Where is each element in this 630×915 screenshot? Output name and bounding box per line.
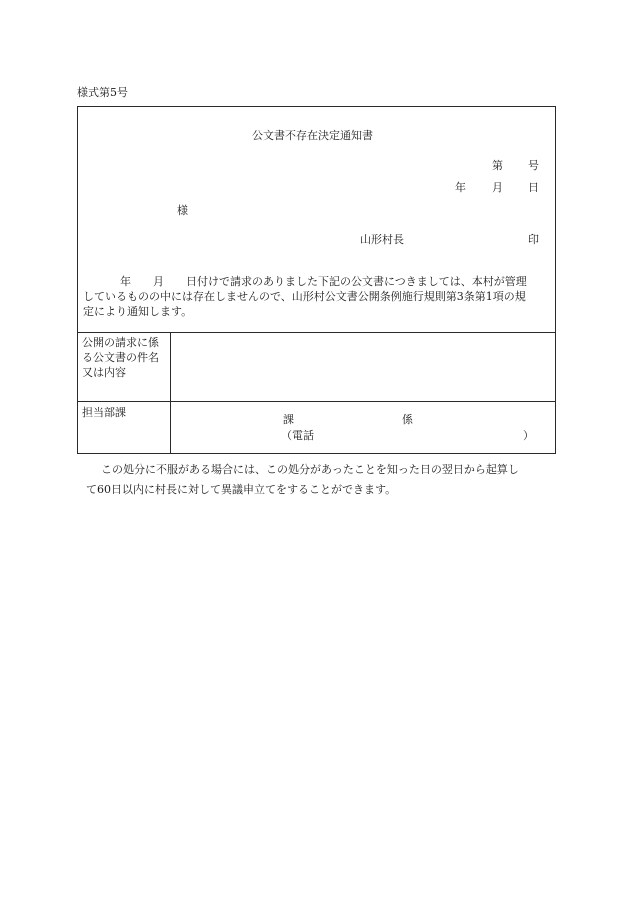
- footer-line-1: この処分に不服がある場合には、この処分があったことを知った日の翌日から起算し: [101, 463, 519, 476]
- request-subject-label-line-3: 又は内容: [82, 366, 126, 379]
- table-top-border: [78, 332, 555, 333]
- body-line-1: 年 月 日付けで請求のありました下記の公文書につきましては、本村が管理: [120, 275, 527, 288]
- table-middle-border: [78, 401, 555, 402]
- body-line-2: しているものの中には存在しませんので、山形村公文書公開条例施行規則第3条第1項の規: [83, 290, 526, 303]
- date-year: 年: [455, 181, 466, 194]
- document-title: 公文書不存在決定通知書: [252, 129, 373, 142]
- date-month: 月: [492, 181, 503, 194]
- phone-close: ）: [523, 429, 534, 442]
- phone-open: （電話: [281, 429, 314, 442]
- body-line-3: 定により通知します。: [83, 305, 193, 318]
- footer-line-2: て60日以内に村長に対して異議申立てをすることができます。: [86, 483, 397, 496]
- doc-no-dai: 第: [492, 159, 503, 172]
- table-column-divider: [170, 332, 171, 453]
- addressee-sama: 様: [177, 204, 188, 217]
- issuer-name: 山形村長: [360, 233, 404, 246]
- doc-no-go: 号: [528, 159, 539, 172]
- section-ka: 課: [283, 413, 294, 426]
- request-subject-label-line-2: る公文書の件名: [82, 351, 159, 364]
- form-number: 様式第5号: [77, 86, 128, 99]
- department-label: 担当部課: [82, 406, 126, 419]
- request-subject-label-line-1: 公開の請求に係: [82, 336, 159, 349]
- issuer-seal: 印: [528, 233, 539, 246]
- date-day: 日: [528, 181, 539, 194]
- section-kakari: 係: [402, 413, 413, 426]
- notice-frame: [77, 106, 556, 454]
